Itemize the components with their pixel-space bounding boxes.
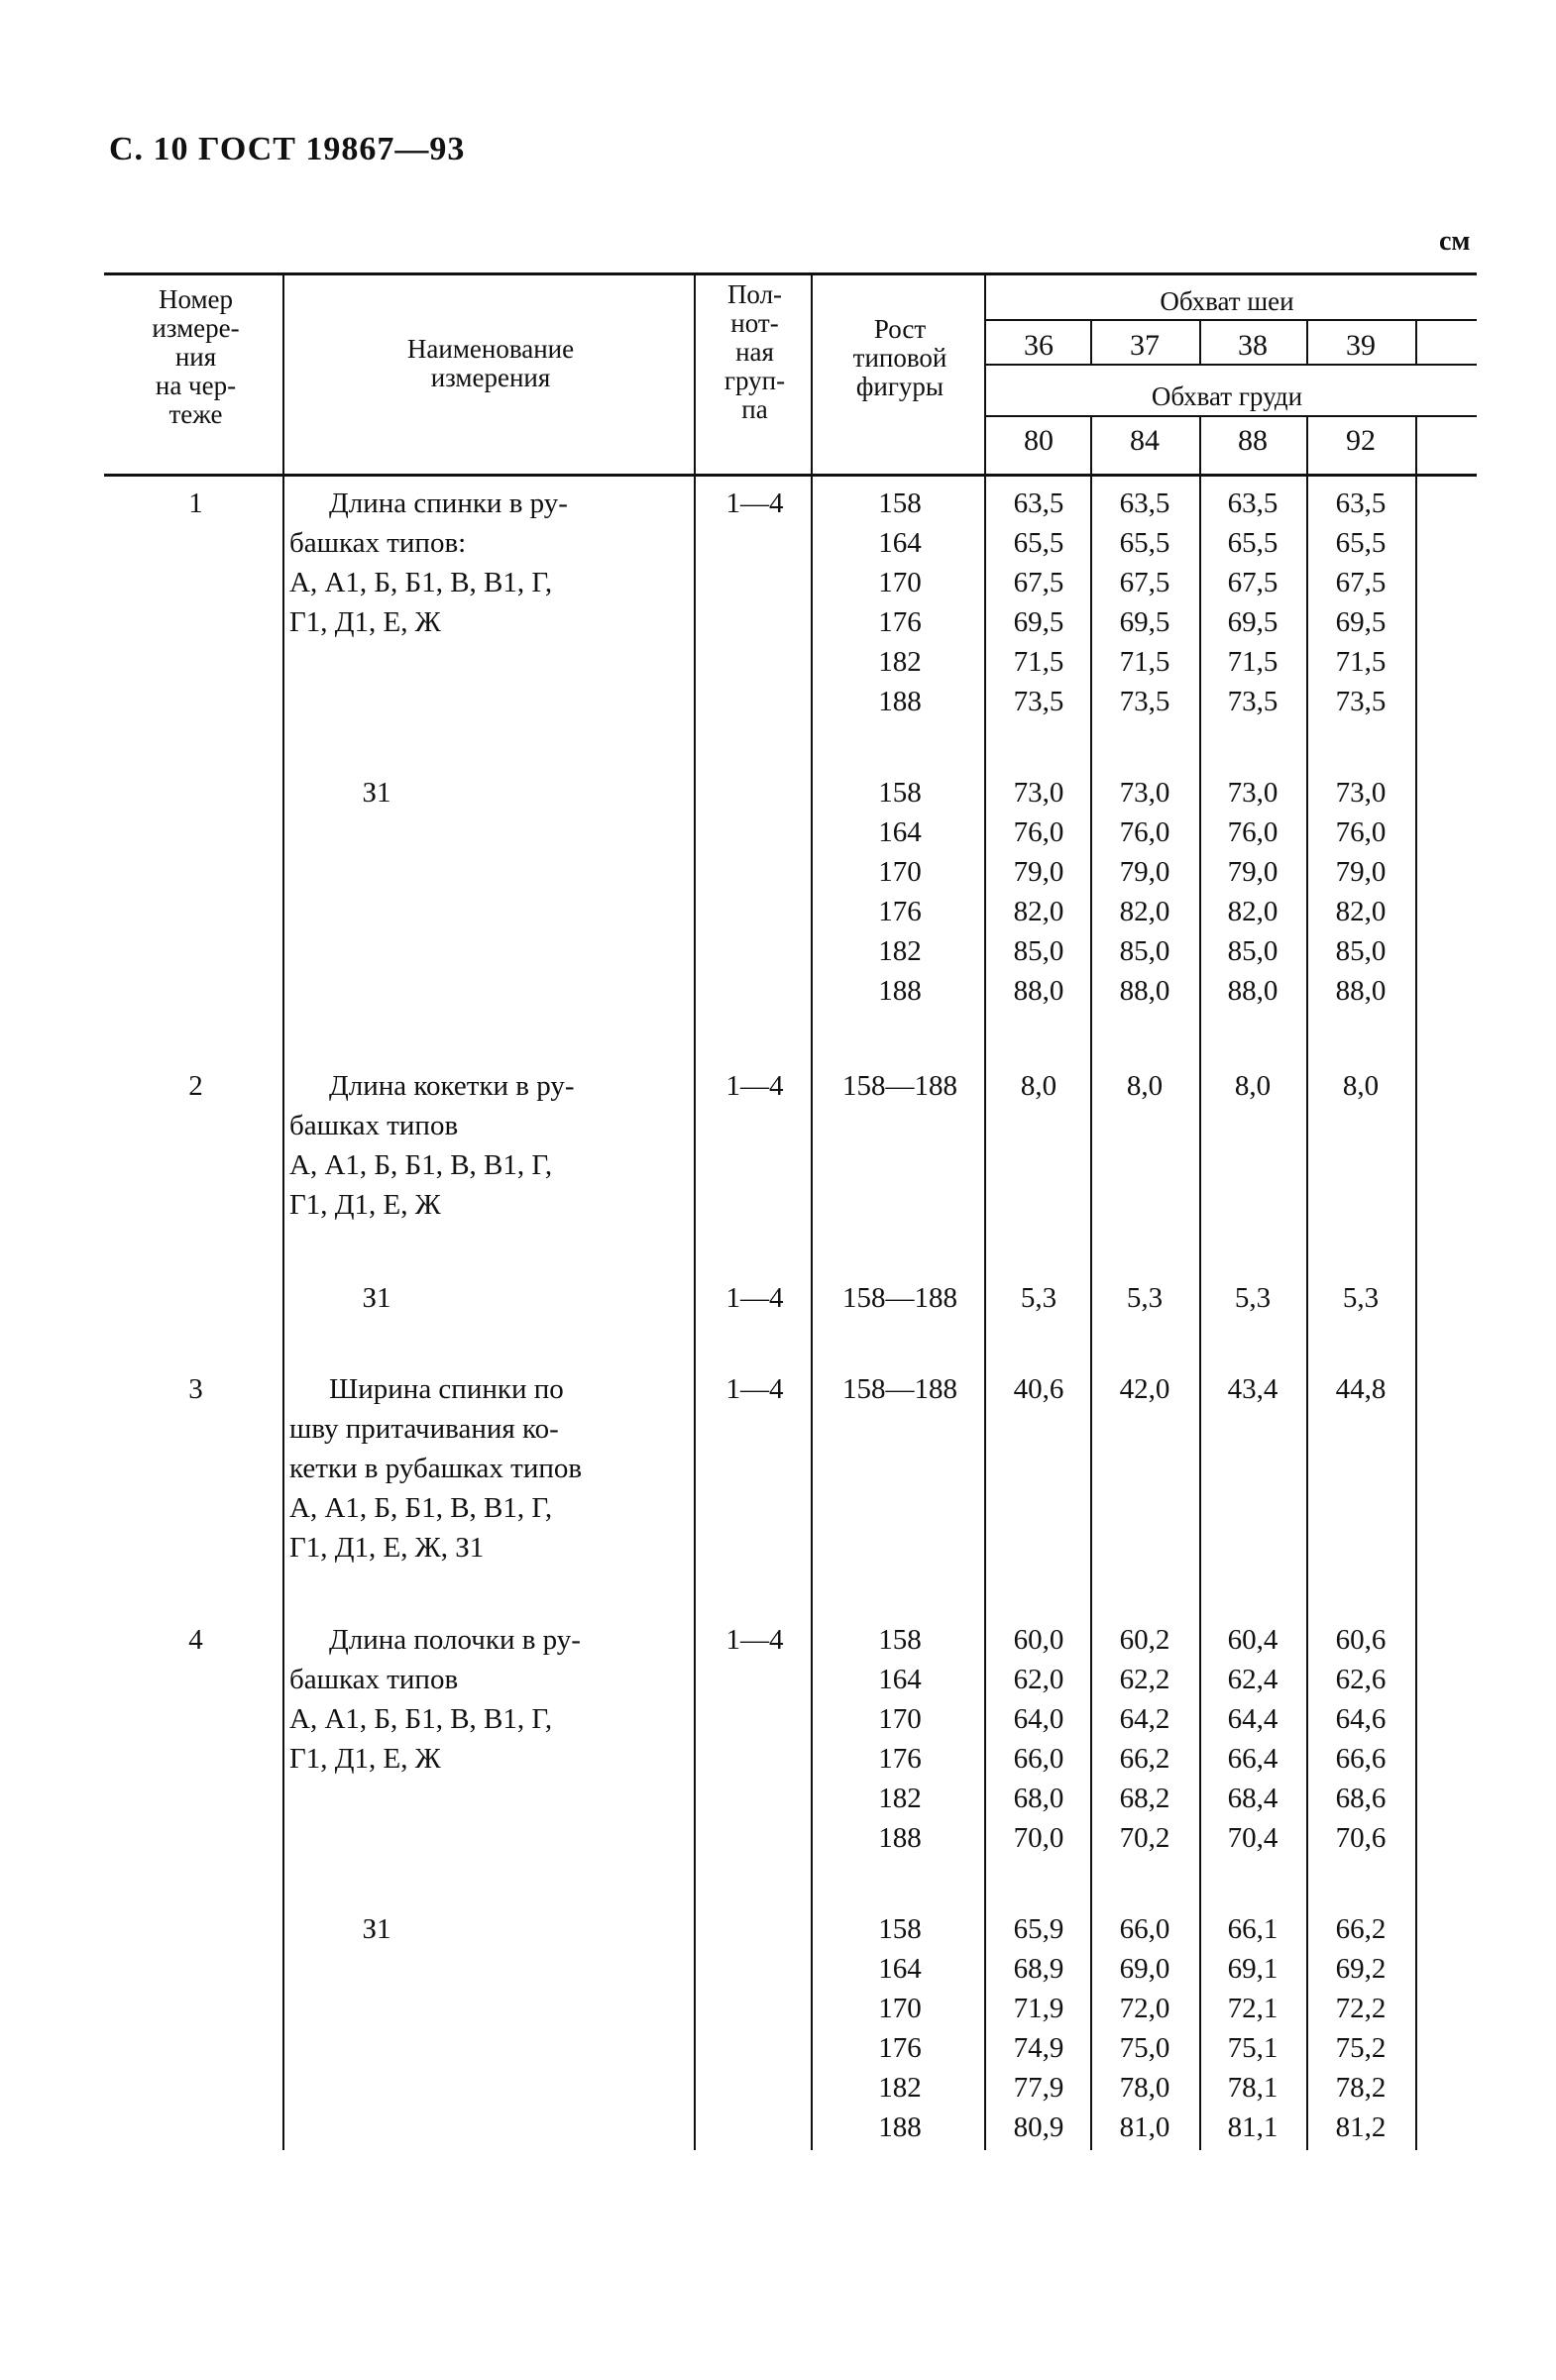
- row-value-cell: 60,2: [1119, 1624, 1170, 1656]
- row-value-cell: 79,0: [1335, 856, 1387, 888]
- row-value-cell: 88,0: [1227, 975, 1278, 1007]
- row-value-cell: 62,4: [1227, 1664, 1278, 1695]
- row-value-cell: 88,0: [1013, 975, 1064, 1007]
- row-fullness-group: 1—4: [725, 487, 784, 519]
- header-bottom-rule: [104, 474, 1477, 477]
- row-measure-no: 1: [188, 487, 203, 519]
- row-height: 188: [878, 686, 922, 717]
- row-value-cell: 73,0: [1013, 777, 1064, 809]
- row-value-cell: 60,6: [1335, 1624, 1387, 1656]
- row-value-cell: 42,0: [1119, 1373, 1170, 1405]
- header-col-rule: [811, 272, 813, 474]
- row-height: 176: [878, 606, 922, 638]
- row-height: 158—188: [842, 1373, 957, 1405]
- row-height: 188: [878, 1822, 922, 1854]
- header-neck-girth: Обхват шеи: [1160, 286, 1294, 316]
- row-height: 158: [878, 487, 922, 519]
- row-value-cell: 65,5: [1335, 527, 1387, 559]
- row-value-cell: 68,9: [1013, 1953, 1064, 1985]
- row-value-cell: 8,0: [1234, 1070, 1272, 1102]
- row-value-cell: 75,2: [1335, 2032, 1387, 2064]
- row-height: 182: [878, 646, 922, 678]
- header-measure-name: Наименование измерения: [406, 334, 575, 392]
- row-value-cell: 44,8: [1335, 1373, 1387, 1405]
- row-value-cell: 66,6: [1335, 1743, 1387, 1775]
- row-measure-name-line: А, А1, Б, Б1, В, В1, Г,: [289, 567, 553, 598]
- row-height: 158: [878, 1624, 922, 1656]
- row-value-cell: 73,0: [1227, 777, 1278, 809]
- row-value-cell: 81,0: [1119, 2111, 1170, 2143]
- row-value-cell: 72,0: [1119, 1993, 1170, 2024]
- row-value-cell: 69,0: [1119, 1953, 1170, 1985]
- row-value-cell: 79,0: [1119, 856, 1170, 888]
- row-value-cell: 81,1: [1227, 2111, 1278, 2143]
- row-measure-name-line: Г1, Д1, Е, Ж, З1: [289, 1532, 485, 1564]
- row-value-cell: 73,5: [1227, 686, 1278, 717]
- row-height: 182: [878, 935, 922, 967]
- row-value-cell: 8,0: [1342, 1070, 1380, 1102]
- row-value-cell: 62,2: [1119, 1664, 1170, 1695]
- row-value-cell: 71,5: [1335, 646, 1387, 678]
- row-height: 188: [878, 2111, 922, 2143]
- row-height: 158—188: [842, 1282, 957, 1314]
- row-value-cell: 5,3: [1234, 1282, 1272, 1314]
- row-value-cell: 69,5: [1119, 606, 1170, 638]
- row-height: 170: [878, 1703, 922, 1735]
- row-value-cell: 60,0: [1013, 1624, 1064, 1656]
- row-value-cell: 67,5: [1013, 567, 1064, 598]
- row-value-cell: 60,4: [1227, 1624, 1278, 1656]
- row-value-cell: 78,1: [1227, 2072, 1278, 2104]
- row-fullness-group: 1—4: [725, 1373, 784, 1405]
- row-value-cell: 75,0: [1119, 2032, 1170, 2064]
- row-value-cell: 78,2: [1335, 2072, 1387, 2104]
- chest-group-rule: [984, 415, 1477, 417]
- row-height: 188: [878, 975, 922, 1007]
- row-value-cell: 65,5: [1013, 527, 1064, 559]
- row-measure-name-line: Длина спинки в ру-: [329, 487, 568, 519]
- row-value-cell: 66,2: [1335, 1913, 1387, 1945]
- row-value-cell: 70,0: [1013, 1822, 1064, 1854]
- row-value-cell: 68,2: [1119, 1783, 1170, 1814]
- row-height: 176: [878, 2032, 922, 2064]
- header-neck-value: 36: [1024, 329, 1054, 362]
- row-value-cell: 71,9: [1013, 1993, 1064, 2024]
- row-value-cell: 85,0: [1013, 935, 1064, 967]
- body-col-rule: [694, 474, 696, 2150]
- row-measure-name-line: шву притачивания ко-: [289, 1413, 559, 1445]
- row-measure-name-line: А, А1, Б, Б1, В, В1, Г,: [289, 1703, 553, 1735]
- header-neck-value: 37: [1130, 329, 1160, 362]
- row-height: 182: [878, 2072, 922, 2104]
- row-value-cell: 66,2: [1119, 1743, 1170, 1775]
- row-value-cell: 69,2: [1335, 1953, 1387, 1985]
- row-value-cell: 69,1: [1227, 1953, 1278, 1985]
- row-value-cell: 80,9: [1013, 2111, 1064, 2143]
- header-col-rule: [694, 272, 696, 474]
- row-height: 170: [878, 856, 922, 888]
- row-measure-name-line: Г1, Д1, Е, Ж: [289, 1743, 441, 1775]
- neck-values-rule: [984, 364, 1477, 366]
- row-height: 176: [878, 1743, 922, 1775]
- row-value-cell: 79,0: [1227, 856, 1278, 888]
- row-value-cell: 69,5: [1335, 606, 1387, 638]
- header-col-rule: [1415, 415, 1417, 474]
- row-measure-name-line: Г1, Д1, Е, Ж: [289, 606, 441, 638]
- row-value-cell: 71,5: [1119, 646, 1170, 678]
- row-value-cell: 70,6: [1335, 1822, 1387, 1854]
- row-measure-name-line: Ширина спинки по: [329, 1373, 564, 1405]
- row-value-cell: 64,2: [1119, 1703, 1170, 1735]
- row-value-cell: 62,0: [1013, 1664, 1064, 1695]
- table-top-rule: [104, 272, 1477, 275]
- row-measure-name-line: А, А1, Б, Б1, В, В1, Г,: [289, 1149, 553, 1181]
- row-height: 170: [878, 1993, 922, 2024]
- row-measure-no: 2: [188, 1070, 203, 1102]
- row-value-cell: 5,3: [1126, 1282, 1164, 1314]
- row-height: 170: [878, 567, 922, 598]
- row-value-cell: 66,1: [1227, 1913, 1278, 1945]
- row-measure-no: 4: [188, 1624, 203, 1656]
- header-chest-value: 88: [1238, 424, 1268, 457]
- row-height: 164: [878, 816, 922, 848]
- row-measure-name-line: Длина кокетки в ру-: [329, 1070, 575, 1102]
- row-value-cell: 63,5: [1227, 487, 1278, 519]
- row-value-cell: 70,4: [1227, 1822, 1278, 1854]
- row-value-cell: 69,5: [1227, 606, 1278, 638]
- header-col-rule: [282, 272, 284, 474]
- row-value-cell: 73,5: [1119, 686, 1170, 717]
- row-value-cell: 62,6: [1335, 1664, 1387, 1695]
- row-measure-name-line: кетки в рубашках типов: [289, 1453, 583, 1484]
- row-value-cell: 68,6: [1335, 1783, 1387, 1814]
- row-value-cell: 76,0: [1013, 816, 1064, 848]
- row-value-cell: 65,9: [1013, 1913, 1064, 1945]
- row-measure-name-line: А, А1, Б, Б1, В, В1, Г,: [289, 1492, 553, 1524]
- row-measure-name-line: З1: [362, 777, 391, 809]
- row-measure-name-line: З1: [362, 1913, 391, 1945]
- row-value-cell: 65,5: [1119, 527, 1170, 559]
- header-chest-value: 84: [1130, 424, 1160, 457]
- row-value-cell: 74,9: [1013, 2032, 1064, 2064]
- row-value-cell: 76,0: [1227, 816, 1278, 848]
- row-value-cell: 73,0: [1119, 777, 1170, 809]
- row-value-cell: 65,5: [1227, 527, 1278, 559]
- row-value-cell: 88,0: [1335, 975, 1387, 1007]
- row-value-cell: 73,5: [1013, 686, 1064, 717]
- row-value-cell: 71,5: [1013, 646, 1064, 678]
- header-measure-no: Номер измере- ния на чер- теже: [152, 284, 240, 429]
- row-value-cell: 82,0: [1119, 896, 1170, 927]
- row-fullness-group: 1—4: [725, 1282, 784, 1314]
- row-value-cell: 5,3: [1020, 1282, 1057, 1314]
- row-value-cell: 67,5: [1335, 567, 1387, 598]
- row-value-cell: 81,2: [1335, 2111, 1387, 2143]
- row-value-cell: 68,4: [1227, 1783, 1278, 1814]
- row-measure-name-line: башках типов: [289, 1110, 459, 1141]
- row-measure-name-line: башках типов:: [289, 527, 467, 559]
- body-col-rule: [1415, 474, 1417, 2150]
- row-value-cell: 82,0: [1227, 896, 1278, 927]
- row-value-cell: 63,5: [1013, 487, 1064, 519]
- row-value-cell: 8,0: [1126, 1070, 1164, 1102]
- row-fullness-group: 1—4: [725, 1070, 784, 1102]
- row-value-cell: 82,0: [1335, 896, 1387, 927]
- row-value-cell: 67,5: [1227, 567, 1278, 598]
- header-chest-girth: Обхват груди: [1151, 381, 1303, 411]
- row-value-cell: 76,0: [1335, 816, 1387, 848]
- row-measure-name-line: З1: [362, 1282, 391, 1314]
- row-value-cell: 79,0: [1013, 856, 1064, 888]
- row-value-cell: 43,4: [1227, 1373, 1278, 1405]
- row-value-cell: 69,5: [1013, 606, 1064, 638]
- row-height: 176: [878, 896, 922, 927]
- page-header: С. 10 ГОСТ 19867—93: [109, 131, 466, 167]
- row-fullness-group: 1—4: [725, 1624, 784, 1656]
- unit-label: см: [1439, 226, 1471, 257]
- row-height: 164: [878, 1664, 922, 1695]
- header-chest-value: 80: [1024, 424, 1054, 457]
- header-neck-value: 38: [1238, 329, 1268, 362]
- row-value-cell: 85,0: [1335, 935, 1387, 967]
- row-value-cell: 64,0: [1013, 1703, 1064, 1735]
- row-measure-name-line: башках типов: [289, 1664, 459, 1695]
- row-value-cell: 88,0: [1119, 975, 1170, 1007]
- row-height: 158: [878, 777, 922, 809]
- row-value-cell: 77,9: [1013, 2072, 1064, 2104]
- row-measure-no: 3: [188, 1373, 203, 1405]
- row-value-cell: 5,3: [1342, 1282, 1380, 1314]
- row-value-cell: 40,6: [1013, 1373, 1064, 1405]
- row-value-cell: 85,0: [1119, 935, 1170, 967]
- row-value-cell: 66,4: [1227, 1743, 1278, 1775]
- row-height: 164: [878, 527, 922, 559]
- header-height: Рост типовой фигуры: [852, 314, 947, 401]
- row-height: 182: [878, 1783, 922, 1814]
- row-value-cell: 73,0: [1335, 777, 1387, 809]
- row-value-cell: 63,5: [1335, 487, 1387, 519]
- row-value-cell: 66,0: [1013, 1743, 1064, 1775]
- row-value-cell: 78,0: [1119, 2072, 1170, 2104]
- row-value-cell: 76,0: [1119, 816, 1170, 848]
- row-value-cell: 85,0: [1227, 935, 1278, 967]
- row-value-cell: 64,4: [1227, 1703, 1278, 1735]
- row-value-cell: 75,1: [1227, 2032, 1278, 2064]
- row-value-cell: 73,5: [1335, 686, 1387, 717]
- row-height: 158—188: [842, 1070, 957, 1102]
- header-fullness-group: Пол- нот- ная груп- па: [723, 279, 786, 424]
- header-col-rule: [1415, 319, 1417, 364]
- row-value-cell: 67,5: [1119, 567, 1170, 598]
- body-col-rule: [282, 474, 284, 2150]
- row-height: 158: [878, 1913, 922, 1945]
- body-col-rule: [811, 474, 813, 2150]
- row-value-cell: 70,2: [1119, 1822, 1170, 1854]
- row-value-cell: 66,0: [1119, 1913, 1170, 1945]
- row-measure-name-line: Длина полочки в ру-: [329, 1624, 581, 1656]
- row-value-cell: 82,0: [1013, 896, 1064, 927]
- row-value-cell: 8,0: [1020, 1070, 1057, 1102]
- row-value-cell: 63,5: [1119, 487, 1170, 519]
- row-value-cell: 72,1: [1227, 1993, 1278, 2024]
- row-value-cell: 64,6: [1335, 1703, 1387, 1735]
- row-value-cell: 71,5: [1227, 646, 1278, 678]
- neck-group-rule: [984, 319, 1477, 321]
- row-value-cell: 68,0: [1013, 1783, 1064, 1814]
- header-chest-value: 92: [1346, 424, 1376, 457]
- header-neck-value: 39: [1346, 329, 1376, 362]
- row-value-cell: 72,2: [1335, 1993, 1387, 2024]
- row-height: 164: [878, 1953, 922, 1985]
- row-measure-name-line: Г1, Д1, Е, Ж: [289, 1189, 441, 1221]
